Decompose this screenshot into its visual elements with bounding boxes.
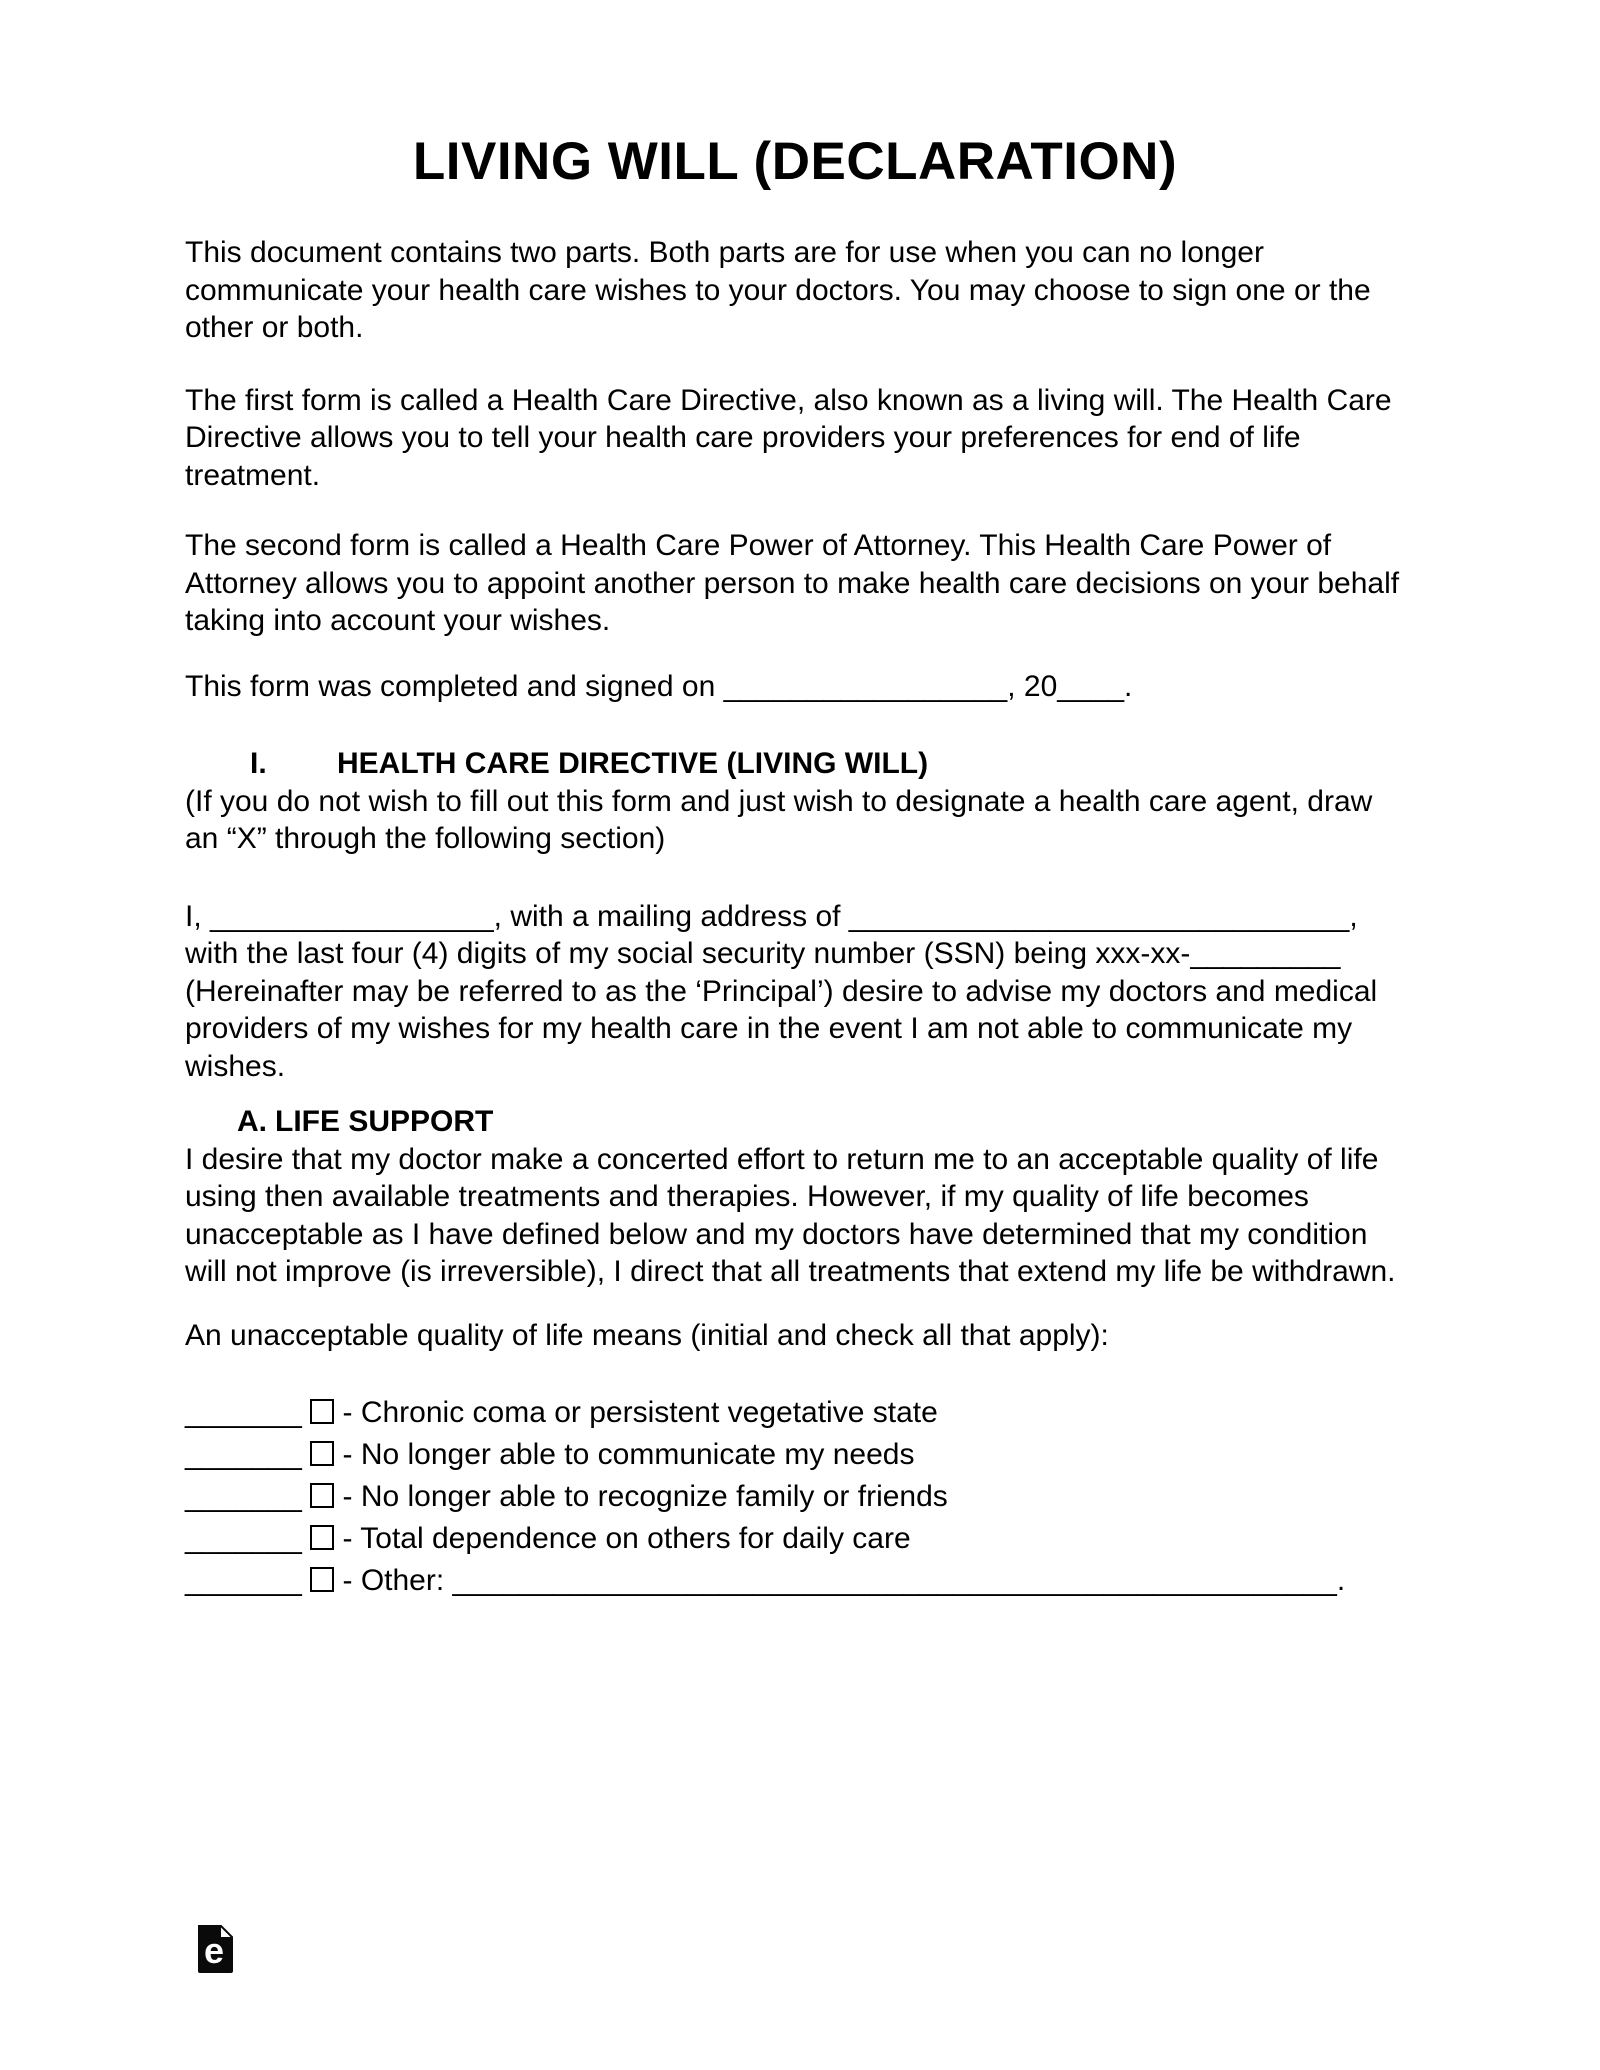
dash-separator: - [342, 1438, 353, 1471]
quality-of-life-intro: An unacceptable quality of life means (initial and check all that apply): [185, 1318, 1109, 1352]
dash-separator: - [342, 1522, 353, 1555]
checklist-item [185, 1518, 1405, 1560]
signed-date-line: This form was completed and signed on _________________, 20____. [185, 669, 1133, 703]
checklist-item-label: Chronic coma or persistent vegetative state [360, 1396, 938, 1429]
initials-blank[interactable]: _______ [185, 1438, 302, 1471]
dash-separator: - [342, 1564, 353, 1597]
section-a-title: LIFE SUPPORT [275, 1105, 494, 1138]
checklist-item-label: Other: [360, 1564, 445, 1597]
section-1-title: HEALTH CARE DIRECTIVE (LIVING WILL) [337, 747, 929, 780]
checklist-item [185, 1434, 1405, 1476]
checklist-item-label: No longer able to recognize family or friends [360, 1480, 948, 1513]
principal-paragraph: I, _________________, with a mailing address of ______________________________, with the last four (4) digits of my social security number (SSN) being xxx-xx-_________ (Hereinafter may be referred to as the ‘Principal’) desire to advise my doctors and medical providers of my wishes for my health care in the event I am not able to communicate my wishes. [185, 899, 1378, 1083]
section-a-heading [185, 1103, 1405, 1141]
checkbox[interactable] [310, 1399, 334, 1424]
checkbox[interactable] [310, 1441, 334, 1466]
initials-blank[interactable]: _______ [185, 1522, 302, 1555]
life-support-paragraph: I desire that my doctor make a concerted effort to return me to an acceptable quality of life using then available treatments and therapies. However, if my quality of life becomes unacceptable as I have defined below and my doctors have determined that my condition will not improve (is irreversible), I direct that all treatments that extend my life be withdrawn. [185, 1142, 1396, 1288]
checklist-item [185, 1476, 1405, 1518]
checkbox[interactable] [310, 1525, 334, 1550]
document-fold-icon [198, 1925, 233, 1973]
checkbox[interactable] [310, 1567, 334, 1592]
other-blank[interactable]: _____________________________________________________. [452, 1564, 1346, 1597]
checklist-item-label: Total dependence on others for daily care [360, 1522, 911, 1555]
initials-blank[interactable]: _______ [185, 1480, 302, 1513]
document-title: LIVING WILL (DECLARATION) [412, 132, 1178, 191]
checklist-item [185, 1560, 1405, 1602]
quality-of-life-checklist [185, 1392, 1405, 1602]
initials-blank[interactable]: _______ [185, 1396, 302, 1429]
dash-separator: - [342, 1396, 353, 1429]
eforms-logo [198, 1925, 233, 1973]
checkbox[interactable] [310, 1483, 334, 1508]
dash-separator: - [342, 1480, 353, 1513]
section-1-number: I. [250, 747, 267, 780]
intro-paragraph-2: The first form is called a Health Care Directive, also known as a living will. The Health Care Directive allows you to tell your health care providers your preferences for end of life treatment. [185, 383, 1392, 492]
intro-paragraph-1: This document contains two parts. Both parts are for use when you can no longer communicate your health care wishes to your doctors. You may choose to sign one or the other or both. [185, 236, 1371, 344]
section-a-number: A. [237, 1105, 267, 1138]
checklist-item [185, 1392, 1405, 1434]
initials-blank[interactable]: _______ [185, 1564, 302, 1597]
section-1-heading [185, 745, 1405, 783]
checklist-item-label: No longer able to communicate my needs [360, 1438, 915, 1471]
logo-letter: e [203, 1930, 225, 1971]
section-1-note: (If you do not wish to fill out this form and just wish to designate a health care agent, draw an “X” through the following section) [185, 784, 1373, 855]
intro-paragraph-3: The second form is called a Health Care Power of Attorney. This Health Care Power of Attorney allows you to appoint another person to make health care decisions on your behalf taking into account your wishes. [185, 529, 1400, 637]
